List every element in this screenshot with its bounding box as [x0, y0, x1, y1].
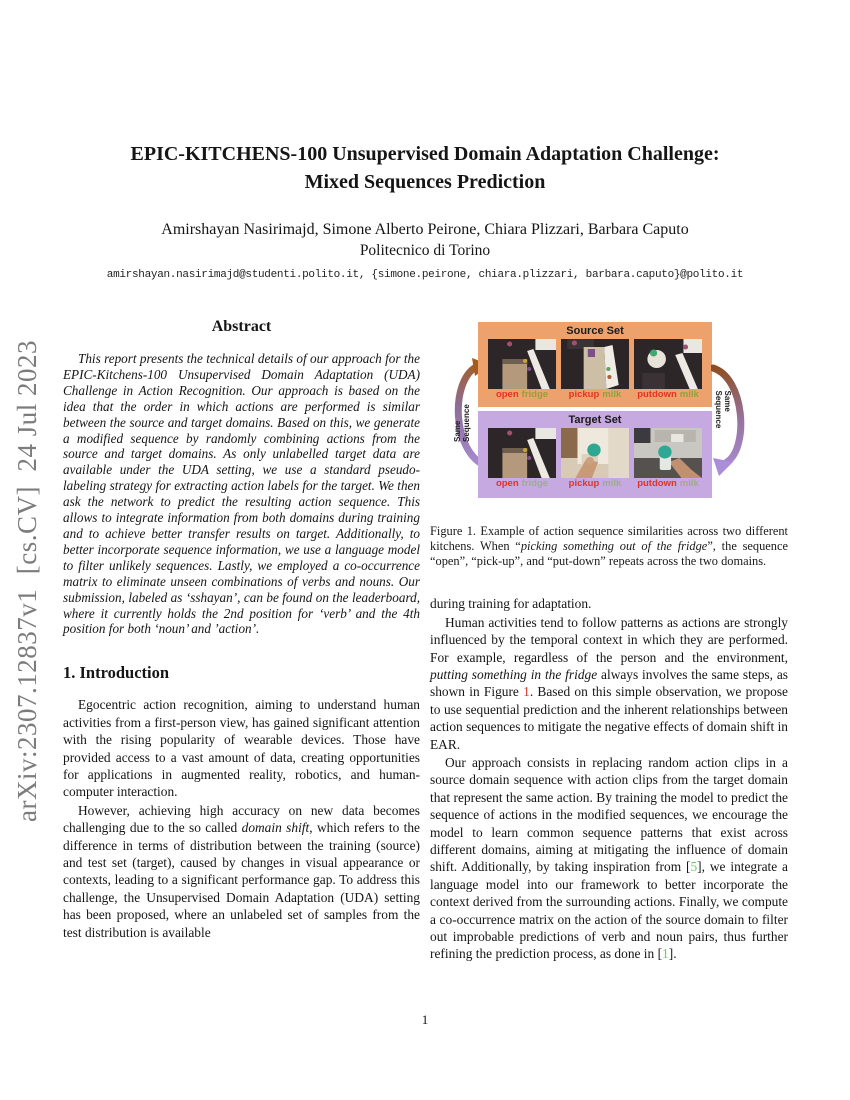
- video-frame-putdown-milk: [634, 339, 702, 389]
- action-label: putdown milk: [637, 478, 699, 489]
- source-set-title: Source Set: [566, 325, 624, 337]
- same-sequence-arrow-right: [711, 362, 751, 476]
- source-frames-row: [478, 337, 712, 401]
- arxiv-watermark: arXiv:2307.12837v1 [cs.CV] 24 Jul 2023: [12, 340, 42, 822]
- intro-paragraph-3: during training for adaptation.: [430, 596, 592, 612]
- citation-1-link[interactable]: 1: [662, 946, 669, 962]
- video-frame-dark-kitchen: [488, 428, 556, 478]
- caption-italic-phrase: picking something out of the fridge: [520, 539, 708, 554]
- same-sequence-label-left: Same Sequence: [453, 404, 471, 442]
- video-frame-dark-kitchen: [488, 339, 556, 389]
- title-line2: Mixed Sequences Prediction: [304, 170, 546, 193]
- target-set-title: Target Set: [568, 414, 622, 426]
- intro-paragraph-1: Egocentric action recognition, aiming to understand human activities from a first-person view, has gained significant attention with the rising popularity of wearable devices. Those have provided access to a vast amount of data, creating opportunities for applications in augmented reality, robotics, and human-computer interaction.: [63, 697, 420, 800]
- paper-header: [0, 141, 850, 281]
- figure1-reference-link[interactable]: 1: [523, 684, 530, 700]
- action-label: open fridge: [495, 389, 549, 400]
- authors-line: Amirshayan Nasirimajd, Simone Alberto Peirone, Chiara Plizzari, Barbara Caputo: [161, 221, 689, 238]
- intro-paragraph-5: Our approach consists in replacing random action clips in a source domain sequence with action clips from the target domain that represent the same action. By training the model to predict the sequence of actions in the modified sequences, we encourage the model to learn common sequence patterns that exist across different domains, aiming at mitigating the influence of domain shift. Additionally, by taking inspiration from [5], we integrate a language model into our framework to better incorporate the context derived from the surrounding actions. Finally, we compute a co-occurrence matrix on the action of the source domain to filter out improbable predictions of verb and noun pairs, thus further refining the prediction process, as done in [1].: [430, 754, 789, 962]
- action-label: open fridge: [495, 478, 549, 489]
- figure1-caption: Figure 1. Example of action sequence similarities across two different kitchens. When “picking something out of the fridge”, the sequence “open”, “pick-up”, and “put-down” repeats across the two domains.: [430, 524, 789, 569]
- same-sequence-label-right: Same Sequence: [714, 390, 732, 429]
- right-column: [430, 312, 788, 963]
- target-frames-row: [478, 426, 712, 490]
- action-clip: [488, 428, 556, 490]
- figure1-graphic: [430, 312, 788, 510]
- affiliation-line: Politecnico di Torino: [359, 242, 491, 259]
- italic-putting-something: putting something in the fridge: [430, 666, 598, 682]
- page-number: 1: [421, 1012, 429, 1027]
- intro-paragraph-4: Human activities tend to follow patterns as actions are strongly influenced by the temporal context in which they are performed. For example, regardless of the person and the environment, putting something in the fridge always involves the same steps, as shown in Figure 1. Based on this simple observation, we propose to use sequential prediction and the inherent relationships between action sequences to mitigate the negative effects of domain shift in EAR.: [430, 614, 789, 752]
- action-clip: [488, 339, 556, 401]
- video-frame-open-fridge: [561, 339, 629, 389]
- page-title: [0, 141, 850, 196]
- left-column: [63, 318, 420, 941]
- italic-domain-shift: domain shift: [241, 820, 310, 836]
- citation-5-link[interactable]: 5: [690, 859, 698, 875]
- emails-line: amirshayan.nasirimajd@studenti.polito.it, {simone.peirone, chiara.plizzari, barbara.caputo}@polito.it: [106, 269, 744, 281]
- action-label: pickup milk: [568, 478, 622, 489]
- target-set-box: [478, 411, 712, 498]
- action-clip: [561, 339, 629, 401]
- action-clip: [634, 428, 702, 490]
- abstract-text: This report presents the technical details of our approach for the EPIC-Kitchens-100 Unsupervised Domain Adaptation (UDA) Challenge in Action Recognition. Our approach is based on the idea that the order in which actions are performed is similar between the source and target domains. Based on this, we generate a modified sequence by randomly combining actions from the source and target domains. As only unlabelled target data are available under the UDA setting, we use a standard pseudo-labeling strategy for extracting action labels for the target. We then ask the network to predict the resulting action sequence. This allows to integrate information from both domains during training and to achieve better transfer results on target. Additionally, to better incorporate sequence information, we use a language model to filter unlikely sequences. Lastly, we employed a co-occurrence matrix to eliminate unseen combinations of verbs and nouns. Our submission, labeled as ‘sshayan’, can be found on the leaderboard, where it currently holds the 2nd position for ‘verb’ and the 4th position for both ‘noun’ and ’action’.: [63, 351, 420, 637]
- action-clip: [561, 428, 629, 490]
- source-set-box: [478, 322, 712, 407]
- action-label: pickup milk: [568, 389, 622, 400]
- intro-paragraph-2: However, achieving high accuracy on new data becomes challenging due to the so called domain shift, which refers to the difference in terms of distribution between the training (source) and test set (target), caused by changes in visual appearance or contexts, leading to a significant performance gap. To address this challenge, the Unsupervised Domain Adaptation (UDA) setting has been proposed, where an unlabeled set of samples from the test distribution is available: [63, 802, 420, 940]
- title-line1: EPIC-KITCHENS-100 Unsupervised Domain Adaptation Challenge:: [130, 143, 720, 165]
- action-label: putdown milk: [637, 389, 699, 400]
- section-heading-introduction: 1. Introduction: [63, 663, 170, 683]
- video-frame-pickup-milk-light: [561, 428, 629, 478]
- abstract-heading: Abstract: [211, 318, 272, 335]
- action-clip: [634, 339, 702, 401]
- video-frame-putdown-milk-counter: [634, 428, 702, 478]
